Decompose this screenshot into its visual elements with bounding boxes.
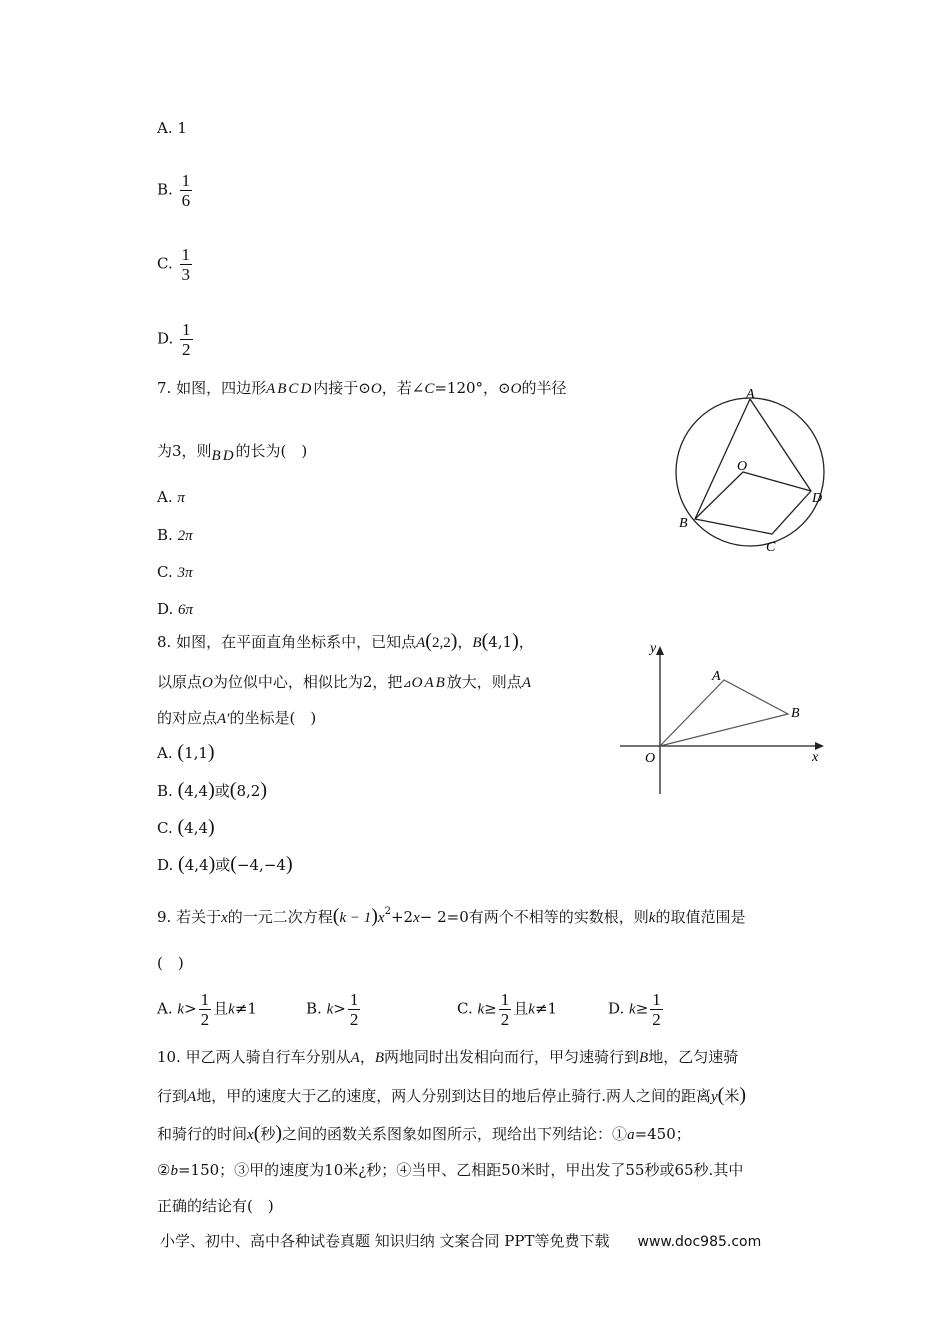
q6-option-c: C. $\frac{1}{3}$ [157,245,190,284]
q8-option-a: A. (1,1) [157,741,215,763]
q7-circle-figure [668,384,840,556]
y-axis-arrow [656,646,664,655]
q10-stem-line3: 和骑行的时间x(秒)之间的函数关系图象如图所示，现给出下列结论：①a=450； [157,1122,691,1144]
q9-option-c: C. k≥ $\frac{1}{2}$ 且k≠1 [457,990,558,1029]
fraction: $\frac{1}{2}$ [500,990,510,1029]
q10-stem-line4: ②b=150；③甲的速度为10米¿秒；④当甲、乙相距50米时，甲出发了55秒或65秒.其中 [157,1161,744,1179]
radius-lines [695,472,811,519]
label-a: A [712,669,721,684]
q7-stem-line2: 为3，则BD的长为( ) [157,442,308,464]
q7-option-d: D. 6π [157,600,194,618]
q8-stem-line3: 的对应点A′的坐标是( ) [157,709,317,727]
q7-option-b: B. 2π [157,526,193,544]
q8-stem-line2: 以原点O为位似中心，相似比为2，把⊿OAB放大，则点A [157,673,531,691]
page-footer [160,1230,761,1251]
q9-option-d: D. k≥ $\frac{1}{2}$ [608,990,661,1029]
label-y: y [650,641,657,656]
fraction: $\frac{1}{3}$ [181,245,190,284]
label-o: O [645,751,656,766]
footer-text: 小学、初中、高中各种试卷真题 知识归纳 文案合同 PPT等免费下载 [160,1232,610,1250]
q10-stem-line5: 正确的结论有( ) [157,1197,274,1215]
circle-o [676,398,824,546]
fraction: $\frac{1}{6}$ [181,171,191,210]
q9-stem-line1: 9. 若关于x的一元二次方程$(k - 1)x^2+2x- 2=0$有两个不相等的实数根，则k的取值范围是 [157,905,746,927]
triangle-oab [660,680,788,746]
label-c: C [766,540,776,555]
q9-stem-line2: ( ) [157,954,184,972]
q6-option-d: D. $\frac{1}{2}$ [157,320,191,359]
q7-option-a: A. π [157,488,185,506]
q9-option-b: B. k> $\frac{1}{2}$ [306,990,359,1029]
q6-option-a: A. 1 [157,119,187,137]
label-d: D [812,491,823,506]
footer-site-link[interactable]: www.doc985.com [637,1234,762,1250]
q8-option-b: B. (4,4)或(8,2) [157,779,267,801]
q8-option-d: D. (4,4)或(−4,−4) [157,853,293,875]
fraction: $\frac{1}{2}$ [349,990,359,1029]
q7-option-c: C. 3π [157,563,193,581]
label-a: A [746,387,755,402]
label-o: O [737,459,748,474]
fraction: $\frac{1}{2}$ [182,320,191,359]
q8-coordinate-figure [612,636,842,798]
quadrilateral-abcd [695,399,811,534]
q9-option-a: A. k> $\frac{1}{2}$ 且k≠1 [157,990,257,1029]
q10-stem-line2: 行到A地，甲的速度大于乙的速度，两人分别到达目的地后停止骑行.两人之间的距离y(米) [157,1084,746,1106]
q8-option-c: C. (4,4) [157,816,215,838]
q8-stem-line1: 8. 如图，在平面直角坐标系中，已知点A(2,2)，B(4,1)， [157,630,534,652]
x-axis-arrow [815,742,824,750]
fraction: $\frac{1}{2}$ [652,990,661,1029]
label-b: B [791,706,800,721]
label-b: B [679,516,688,531]
label-x: x [812,750,819,765]
q10-stem-line1: 10. 甲乙两人骑自行车分别从A，B两地同时出发相向而行，甲匀速骑行到B地，乙匀速骑 [157,1048,739,1066]
fraction: $\frac{1}{2}$ [200,990,210,1029]
q6-option-b: B. $\frac{1}{6}$ [157,171,191,210]
q7-stem-line1: 7. 如图，四边形ABCD内接于⊙O，若∠C=120°，⊙O的半径 [157,379,567,397]
